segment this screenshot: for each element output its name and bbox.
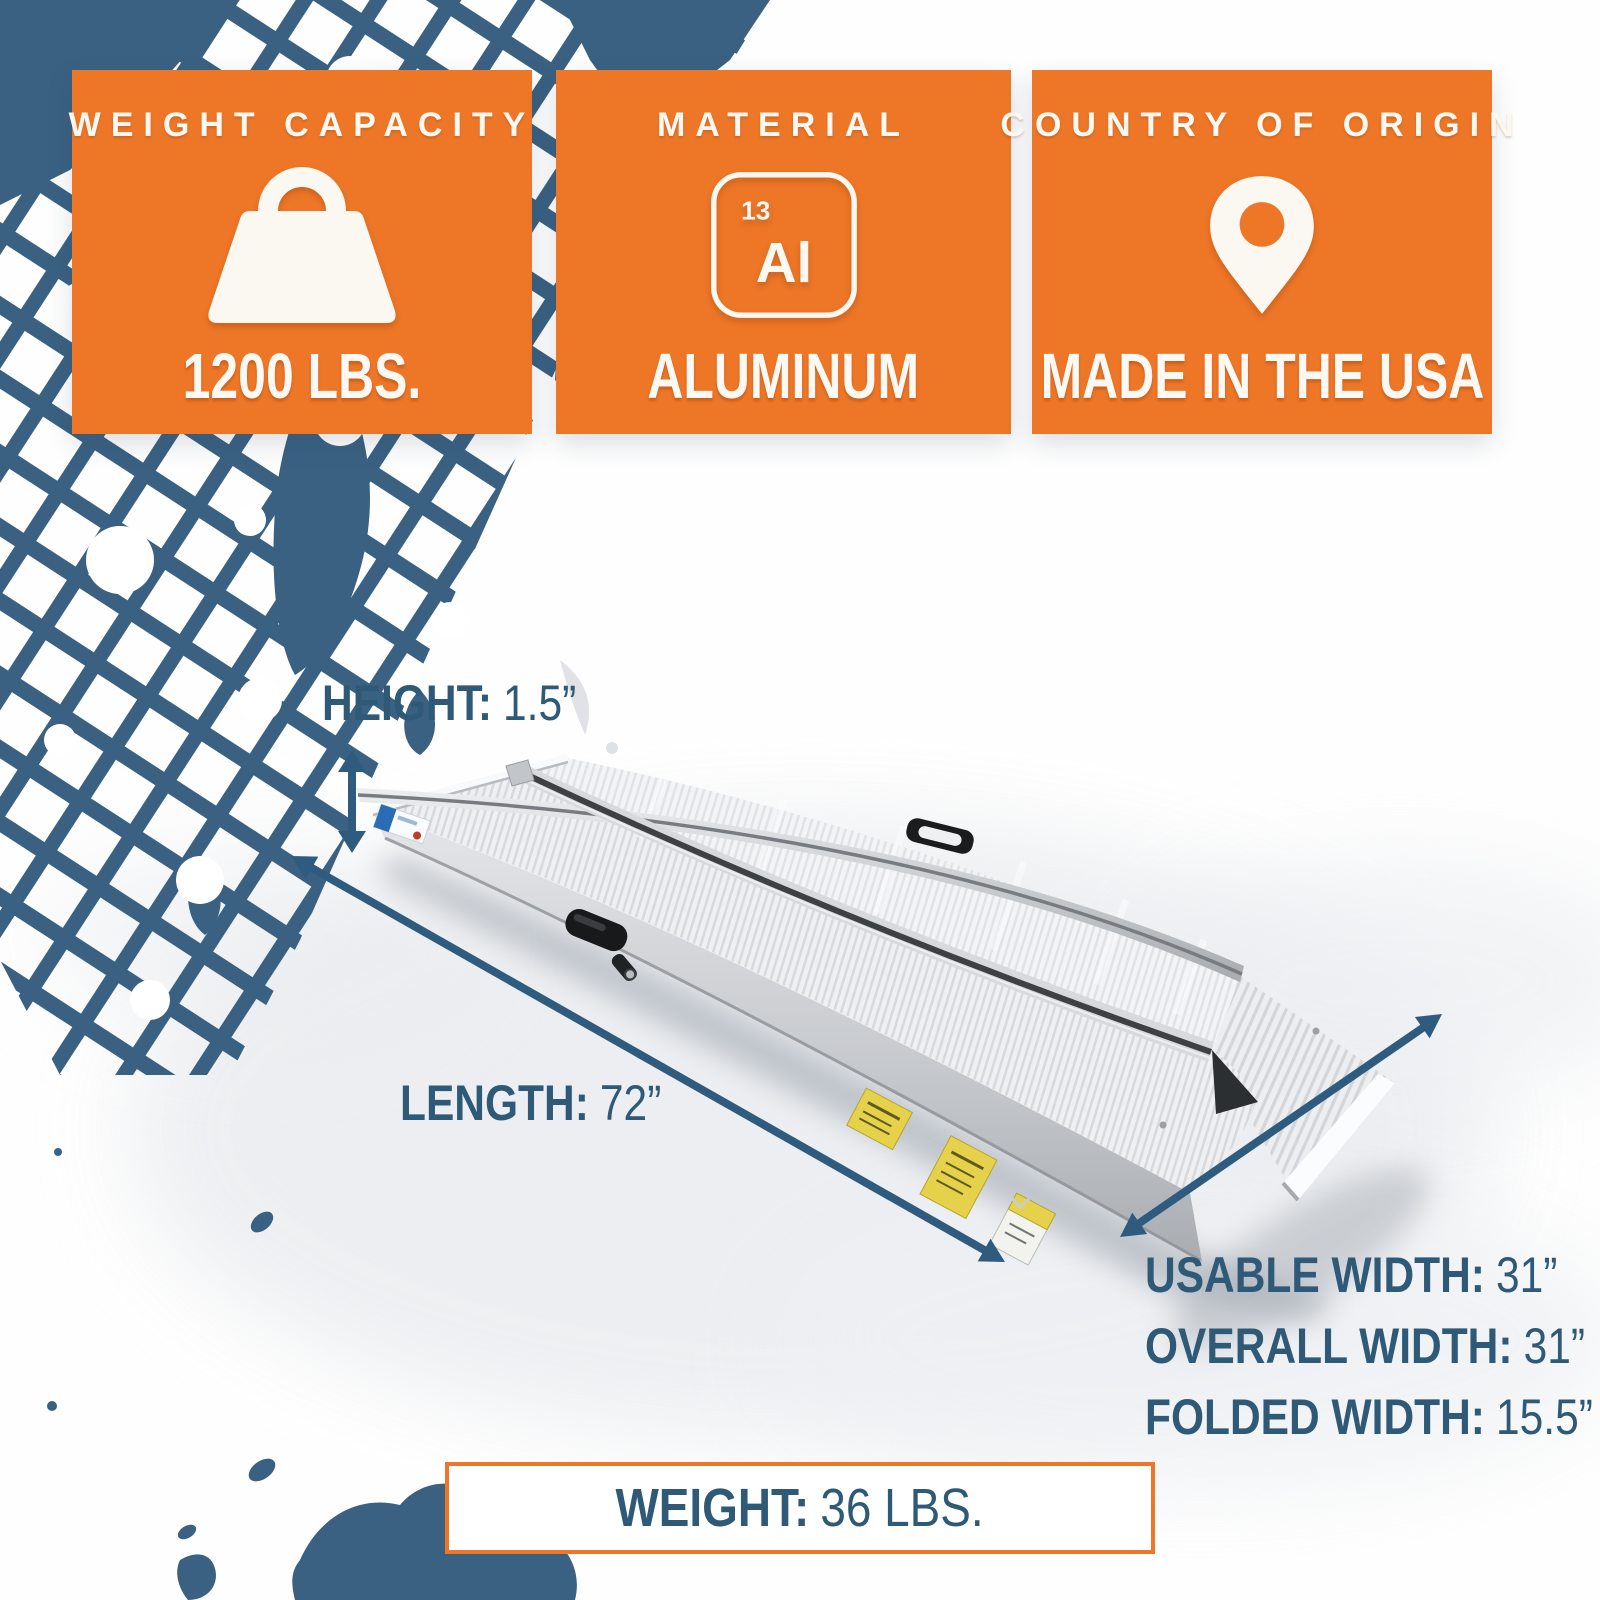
- weight-callout-box: [445, 1462, 1155, 1554]
- element-symbol: Al: [755, 230, 812, 294]
- overall-width-value: 31”: [1523, 1318, 1585, 1374]
- weight-capacity-header: WEIGHT CAPACITY: [68, 106, 536, 144]
- weight-label: WEIGHT:: [615, 1478, 810, 1538]
- folded-width-dimension-label: [1145, 1389, 1593, 1445]
- weight-capacity-value: 1200 LBS.: [182, 340, 422, 412]
- weight-text: [615, 1478, 985, 1538]
- aluminum-element-icon: [706, 167, 862, 323]
- height-label: HEIGHT:: [322, 675, 492, 731]
- element-number: 13: [740, 195, 770, 226]
- overall-width-label: OVERALL WIDTH:: [1145, 1318, 1513, 1374]
- length-dimension-label: [400, 1075, 662, 1131]
- info-box-country-of-origin: [1000, 70, 1524, 434]
- usable-width-value: 31”: [1496, 1247, 1558, 1303]
- height-value: 1.5”: [503, 675, 577, 731]
- usable-width-label: USABLE WIDTH:: [1145, 1247, 1485, 1303]
- country-of-origin-header: COUNTRY OF ORIGIN: [1000, 106, 1524, 144]
- material-value: ALUMINUM: [647, 340, 920, 412]
- folded-width-label: FOLDED WIDTH:: [1145, 1389, 1485, 1445]
- height-dimension-label: [322, 675, 577, 731]
- info-box-weight-capacity: [68, 70, 536, 434]
- info-box-material: [556, 70, 1011, 434]
- length-label: LENGTH:: [400, 1075, 589, 1131]
- weight-value: 36 LBS.: [820, 1478, 985, 1538]
- overall-width-dimension-label: [1145, 1318, 1585, 1374]
- length-value: 72”: [599, 1075, 662, 1131]
- location-pin-icon: [1199, 169, 1325, 321]
- folded-width-value: 15.5”: [1495, 1389, 1593, 1445]
- material-header: MATERIAL: [656, 106, 911, 144]
- usable-width-dimension-label: [1145, 1247, 1558, 1303]
- weight-icon: [202, 165, 402, 325]
- country-of-origin-value: MADE IN THE USA: [1040, 340, 1484, 412]
